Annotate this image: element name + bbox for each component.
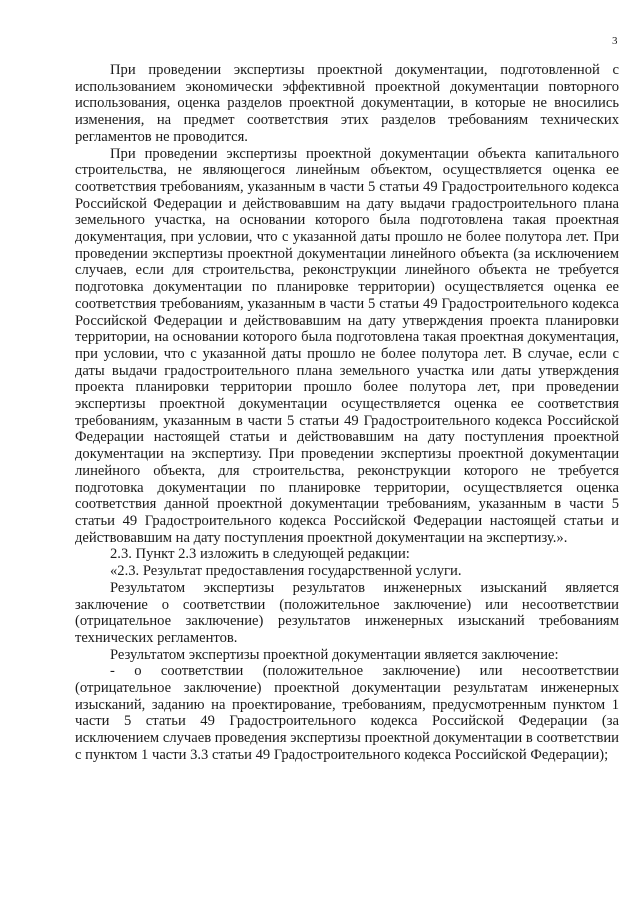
document-body — [75, 62, 619, 764]
paragraph-design-result: Результатом экспертизы проектной документации является заключение: — [110, 646, 559, 663]
page-number: 3 — [612, 35, 618, 47]
paragraph-reuse-documentation: При проведении экспертизы проектной документации, подготовленной с использованием экономически эффективной проектной документации повторного использования, оценка разделов проектной документации, в которые не вносились изменения, на предмет соответствия этих разделов требованиям технических регламентов не проводится. — [75, 62, 619, 145]
paragraph-amendment-2-3: 2.3. Пункт 2.3 изложить в следующей редакции: — [110, 546, 410, 563]
paragraph-expertise-conditions: При проведении экспертизы проектной документации объекта капитального строительства, не являющегося линейным объектом, осуществляется оценка ее соответствия требованиям, указанным в части 5 статьи 49 Градостроительного кодекса Российской Федерации и действовавшим на дату выдачи градостроительного плана земельного участка, на основании которого была подготовлена такая проектная документация, при условии, что с указанной даты прошло не более полутора лет. При проведении экспертизы проектной документации линейного объекта (за исключением случаев, если для строительства, реконструкции линейного объекта не требуется подготовка документации по планировке территории) осуществляется оценка ее соответствия требованиям, указанным в части 5 статьи 49 Градостроительного кодекса Российской Федерации и действовавшим на дату утверждения проекта планировки территории, на основании которого была подготовлена такая проектная документация, при условии, что с указанной даты прошло не более полутора лет. В случае, если с даты выдачи градостроительного плана земельного участка или даты утверждения проекта планировки территории прошло более полутора лет, при проведении экспертизы проектной документации осуществляется оценка ее соответствия требованиям, указанным в части 5 статьи 49 Градостроительного кодекса Российской Федерации настоящей статьи и действовавшим на дату поступления проектной документации на экспертизу. При проведении экспертизы проектной документации линейного объекта, для строительства, реконструкции которого не требуется подготовка документации по планировке территории, осуществляется оценка соответствия данной проектной документации требованиям, указанным в части 5 статьи 49 Градостроительного кодекса Российской Федерации настоящей статьи и действовавшим на дату поступления проектной документации на экспертизу.». — [75, 145, 619, 546]
paragraph-conformity-item: - о соответствии (положительное заключение) или несоответствии (отрицательное заключение) проектной документации результатам инженерных изысканий, заданию на проектирование, требованиям, предусмотренным пунктом 1 части 5 статьи 49 Градостроительного кодекса Российской Федерации (за исключением случаев проведения экспертизы проектной документации в соответствии с пунктом 1 части 3.3 статьи 49 Градостроительного кодекса Российской Федерации); — [75, 663, 619, 763]
paragraph-survey-result: Результатом экспертизы результатов инженерных изысканий является заключение о соответствии (положительное заключение) или несоответствии (отрицательное заключение) результатов инженерных изысканий требованиям технических регламентов. — [75, 579, 619, 646]
paragraph-section-2-3-heading: «2.3. Результат предоставления государственной услуги. — [110, 563, 462, 580]
